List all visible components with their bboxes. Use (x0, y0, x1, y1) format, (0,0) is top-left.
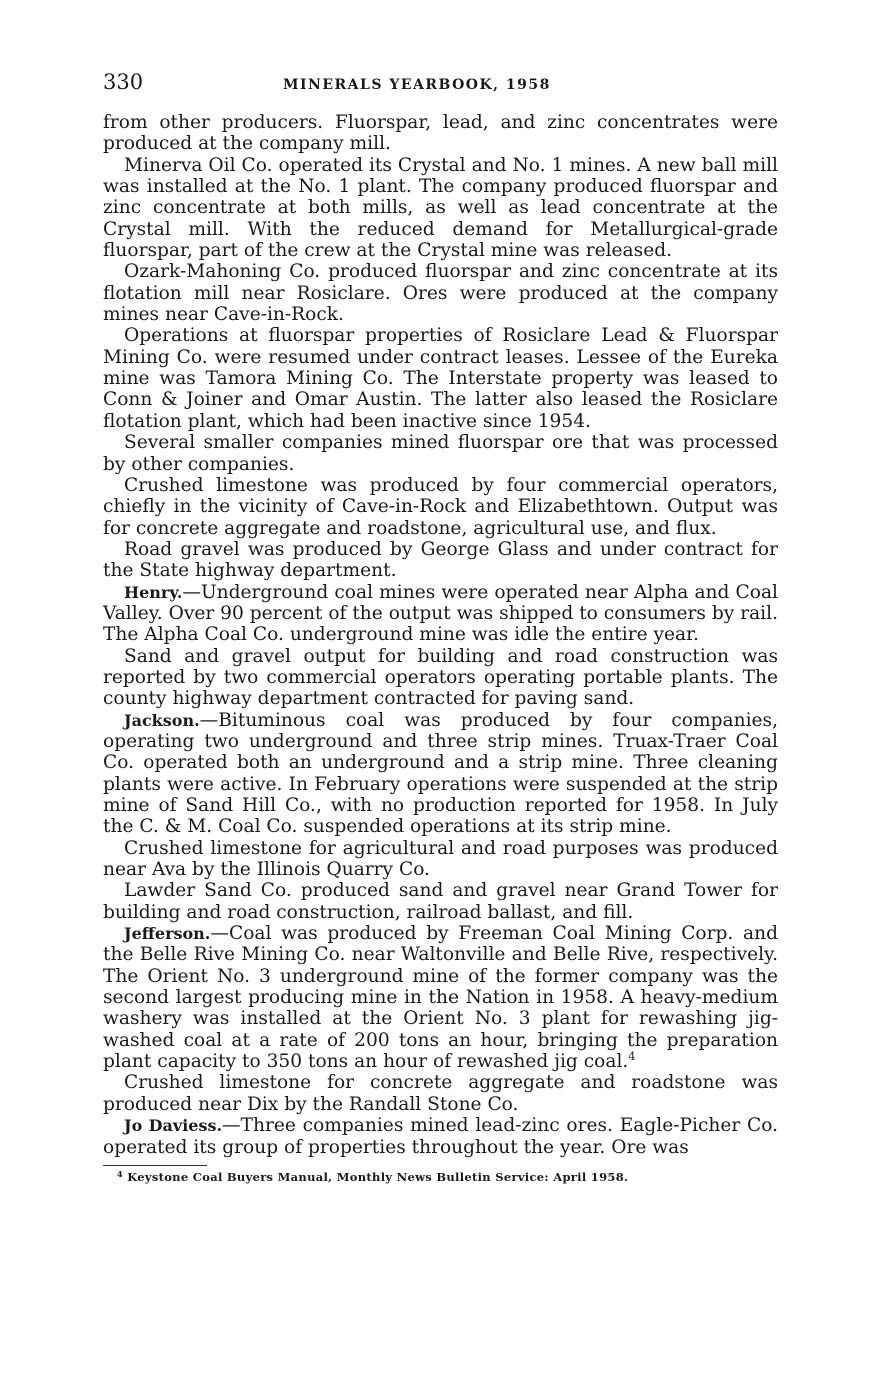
running-head: MINERALS YEARBOOK, 1958 (283, 77, 551, 93)
page-number: 330 (103, 70, 144, 94)
paragraph: Several smaller companies mined fluorspar ore that was processed by other companies. (103, 432, 778, 475)
county-heading: Henry. (124, 582, 183, 602)
footnote-reference: 4 (628, 1050, 636, 1064)
paragraph: Jo Daviess.—Three companies mined lead-zinc ores. Eagle-Picher Co. operated its group of properties throughout the year. Ore was (103, 1115, 778, 1158)
paragraph: Minerva Oil Co. operated its Crystal and No. 1 mines. A new ball mill was installed at the No. 1 plant. The company produced fluorspar and zinc concentrate at both mills, as well as lead concentrate at the Crystal mill. With the reduced demand for Metallurgical-grade fluorspar, part of the crew at the Crystal mine was released. (103, 154, 778, 262)
county-heading: Jefferson. (124, 924, 211, 944)
county-heading: Jo Daviess. (124, 1116, 223, 1136)
paragraph: Jackson.—Bituminous coal was produced by four companies, operating two underground and three strip mines. Truax-Traer Coal Co. operated both an underground and a strip mine. Three cleaning plants were active. In February operations were suspended at the strip mine of Sand Hill Co., with no production reported for 1958. In July the C. & M. Coal Co. suspended operations at its strip mine. (103, 709, 778, 838)
paragraph: Crushed limestone for agricultural and road purposes was produced near Ava by the Illinois Quarry Co. (103, 837, 778, 881)
paragraph: Henry.—Underground coal mines were operated near Alpha and Coal Valley. Over 90 percent of the output was shipped to consumers by rail. The Alpha Coal Co. underground mine was idle the entire year. (103, 581, 778, 646)
paragraph: Operations at fluorspar properties of Rosiclare Lead & Fluorspar Mining Co. were resumed under contract leases. Lessee of the Eureka mine was Tamora Mining Co. The Interstate property was leased to Conn & Joiner and Omar Austin. The latter also leased the Rosiclare flotation plant, which had been inactive since 1954. (103, 325, 778, 432)
page-header (103, 70, 778, 102)
paragraph: Jefferson.—Coal was produced by Freeman Coal Mining Corp. and the Belle Rive Mining Co. near Waltonville and Belle Rive, respectively. The Orient No. 3 underground mine of the former company was the second largest producing mine in the Nation in 1958. A heavy-medium washery was installed at the Orient No. 3 plant for rewashing jig-washed coal at a rate of 200 tons an hour, bringing the preparation plant capacity to 350 tons an hour of rewashed jig coal.$^4$ (103, 923, 778, 1073)
paragraph: Ozark-Mahoning Co. produced fluorspar and zinc concentrate at its flotation mill near Rosiclare. Ores were produced at the company mines near Cave-in-Rock. (103, 261, 778, 326)
paragraph: Crushed limestone for concrete aggregate and roadstone was produced near Dix by the Randall Stone Co. (103, 1072, 778, 1115)
paragraph: Sand and gravel output for building and road construction was reported by two commercial operators operating portable plants. The county highway department contracted for paving sand. (103, 645, 778, 710)
county-heading: Jackson. (124, 710, 200, 730)
paragraph: from other producers. Fluorspar, lead, and zinc concentrates were produced at the company mill. (103, 112, 778, 155)
paragraph: Crushed limestone was produced by four commercial operators, chiefly in the vicinity of Cave-in-Rock and Elizabethtown. Output was for concrete aggregate and roadstone, agricultural use, and flux. (103, 474, 778, 539)
footnote-text: Keystone Coal Buyers Manual, Monthly News Bulletin Service: April 1958. (127, 1169, 629, 1184)
page (103, 70, 778, 1184)
paragraph: Road gravel was produced by George Glass and under contract for the State highway department. (103, 538, 778, 582)
paragraph: Lawder Sand Co. produced sand and gravel near Grand Tower for building and road construction, railroad ballast, and fill. (103, 880, 778, 923)
footnote-divider (103, 1165, 207, 1166)
footnote (117, 1170, 778, 1184)
body-text (103, 112, 778, 1158)
footnote-marker: 4 (117, 1168, 123, 1179)
